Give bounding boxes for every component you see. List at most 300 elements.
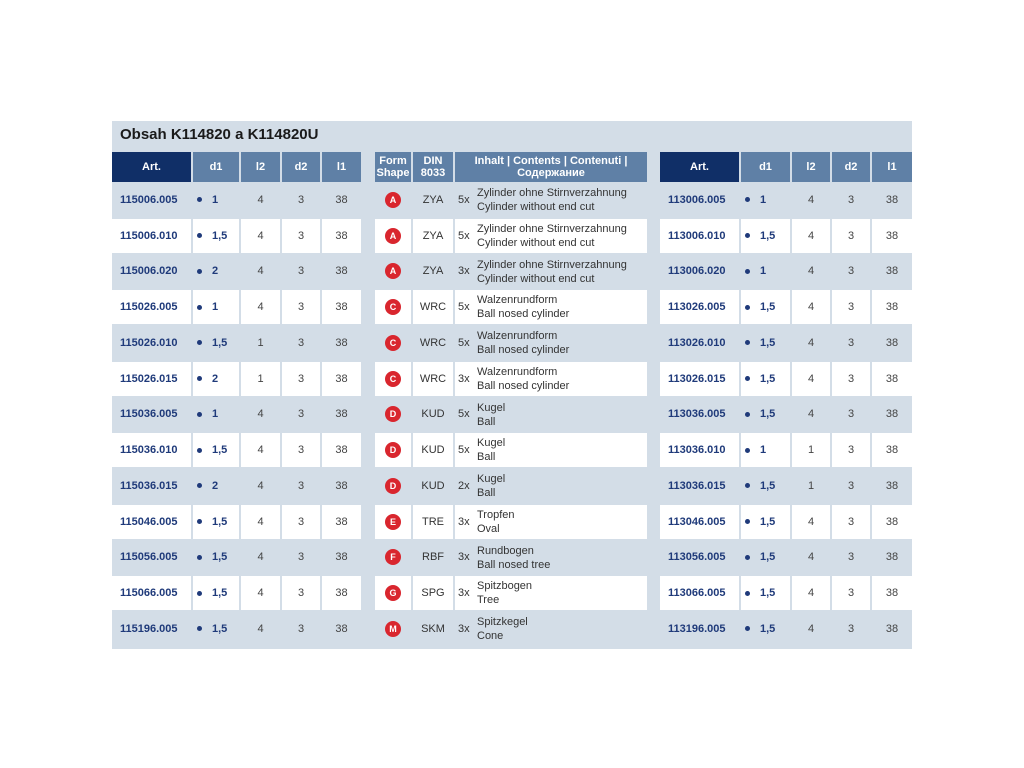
description-de: Kugel xyxy=(477,473,506,485)
header-right-rd1-label: d1 xyxy=(759,161,772,173)
form-shape xyxy=(375,576,411,610)
right-article-number-text: 113026.005 xyxy=(668,301,726,314)
d2-value-text: 3 xyxy=(297,193,305,206)
l1-value-text: 38 xyxy=(335,515,348,528)
quantity: 3x xyxy=(458,265,470,278)
l2-value xyxy=(241,219,280,253)
right-l1-value xyxy=(872,576,912,610)
bullet-icon xyxy=(197,376,202,381)
d1-value-text: 1,5 xyxy=(212,515,228,528)
bullet-icon xyxy=(745,591,750,596)
din-code xyxy=(413,505,453,539)
shape-badge-icon: C xyxy=(385,299,401,315)
description xyxy=(477,293,569,321)
bullet-icon xyxy=(745,483,750,488)
right-d2-value xyxy=(832,576,870,610)
contents-cell xyxy=(455,576,647,610)
right-l2-value xyxy=(792,398,830,432)
din-code-text: SKM xyxy=(421,622,445,635)
header-d1-label: d1 xyxy=(209,161,223,173)
d1-value-text: 1,5 xyxy=(212,551,228,564)
header-right-rart xyxy=(660,152,739,182)
quantity: 2x xyxy=(458,479,470,492)
quantity: 3x xyxy=(458,587,470,600)
description-en: Ball xyxy=(477,487,496,499)
right-l1-value xyxy=(872,433,912,467)
right-l1-value xyxy=(872,362,912,396)
right-l1-value-text: 38 xyxy=(885,265,899,278)
right-l2-value xyxy=(792,219,830,253)
right-l2-value xyxy=(792,612,830,646)
d2-value-text: 3 xyxy=(297,229,305,242)
right-d1-value xyxy=(741,362,790,396)
right-d2-value-text: 3 xyxy=(847,193,855,206)
bullet-icon xyxy=(745,412,750,417)
header-right-rd2 xyxy=(832,152,870,182)
l1-value xyxy=(322,433,361,467)
din-code-text: ZYA xyxy=(422,265,444,278)
l2-value xyxy=(241,612,280,646)
l1-value xyxy=(322,541,361,575)
article-number xyxy=(112,183,191,217)
right-d2-value-text: 3 xyxy=(847,265,855,278)
right-d2-value-text: 3 xyxy=(847,515,855,528)
right-d2-value xyxy=(832,290,870,324)
bullet-icon xyxy=(197,555,202,560)
description xyxy=(477,615,528,643)
right-d2-value-text: 3 xyxy=(847,479,855,492)
header-contents-line2: Содержание xyxy=(517,167,585,179)
bullet-icon xyxy=(197,519,202,524)
right-d2-value xyxy=(832,612,870,646)
right-d2-value xyxy=(832,398,870,432)
right-l2-value xyxy=(792,541,830,575)
description-en: Ball nosed cylinder xyxy=(477,344,570,356)
header-din xyxy=(413,152,453,182)
l1-value-text: 38 xyxy=(335,229,348,242)
description-de: Walzenrundform xyxy=(477,294,558,307)
right-article-number-text: 113006.010 xyxy=(668,229,726,242)
l1-value xyxy=(322,469,361,503)
d2-value-text: 3 xyxy=(297,515,305,528)
quantity: 5x xyxy=(458,229,470,242)
right-l1-value-text: 38 xyxy=(885,229,899,242)
article-number xyxy=(112,469,191,503)
bullet-icon xyxy=(745,519,750,524)
right-article-number xyxy=(660,433,739,467)
description xyxy=(477,472,505,500)
article-number-text: 115046.005 xyxy=(120,515,178,528)
right-d1-value-text: 1,5 xyxy=(760,301,776,314)
d2-value xyxy=(282,326,320,360)
right-l1-value-text: 38 xyxy=(885,193,899,206)
bullet-icon xyxy=(197,197,202,202)
bullet-icon xyxy=(197,483,202,488)
din-code xyxy=(413,362,453,396)
header-right-rl2-label: l2 xyxy=(806,161,816,173)
right-l1-value xyxy=(872,326,912,360)
article-number xyxy=(112,219,191,253)
right-d2-value xyxy=(832,255,870,289)
bullet-icon xyxy=(745,626,750,631)
header-art xyxy=(112,152,191,182)
header-l2-label: l2 xyxy=(255,161,266,173)
right-d2-value-text: 3 xyxy=(847,301,855,314)
description-en: Ball xyxy=(477,415,496,428)
right-l2-value-text: 4 xyxy=(807,622,815,635)
l1-value xyxy=(322,505,361,539)
right-d1-value xyxy=(741,541,790,575)
l2-value xyxy=(241,541,280,575)
right-d2-value-text: 3 xyxy=(847,444,855,457)
l2-value xyxy=(241,326,280,360)
form-shape xyxy=(375,290,411,324)
right-l2-value xyxy=(792,362,830,396)
right-article-number xyxy=(660,576,739,610)
shape-badge-icon: D xyxy=(385,406,401,422)
contents-cell xyxy=(455,612,647,646)
d1-value xyxy=(193,576,239,610)
right-d2-value-text: 3 xyxy=(847,408,855,421)
right-d2-value xyxy=(832,362,870,396)
d1-value-text: 2 xyxy=(212,479,219,492)
l2-value xyxy=(241,183,280,217)
right-d2-value xyxy=(832,433,870,467)
d2-value xyxy=(282,219,320,253)
right-d2-value xyxy=(832,469,870,503)
right-d2-value xyxy=(832,183,870,217)
right-d2-value-text: 3 xyxy=(847,372,855,385)
header-right-rd1 xyxy=(741,152,790,182)
description-en: Cylinder without end cut xyxy=(477,201,595,213)
bullet-icon xyxy=(197,448,202,453)
description-de: Zylinder ohne Stirnverzahnung xyxy=(477,222,627,235)
quantity: 5x xyxy=(458,408,470,421)
quantity: 5x xyxy=(458,336,470,349)
l1-value xyxy=(322,398,361,432)
right-l1-value xyxy=(872,219,912,253)
article-number xyxy=(112,612,191,646)
contents-cell xyxy=(455,362,647,396)
right-article-number xyxy=(660,326,739,360)
description-de: Zylinder ohne Stirnverzahnung xyxy=(477,187,627,199)
shape-badge-icon: D xyxy=(385,442,401,458)
shape-badge-icon: D xyxy=(385,478,401,494)
bullet-icon xyxy=(745,448,750,453)
din-code xyxy=(413,541,453,575)
quantity: 3x xyxy=(458,372,470,385)
din-code xyxy=(413,469,453,503)
quantity: 5x xyxy=(458,301,470,314)
contents-cell xyxy=(455,398,647,432)
right-d1-value xyxy=(741,290,790,324)
article-number-text: 115196.005 xyxy=(120,622,178,635)
right-d2-value xyxy=(832,219,870,253)
header-contents-line1: Inhalt | Contents | Contenuti | xyxy=(474,155,628,167)
d1-value xyxy=(193,362,239,396)
contents-cell xyxy=(455,255,647,289)
d2-value xyxy=(282,469,320,503)
right-article-number xyxy=(660,290,739,324)
right-l1-value xyxy=(872,255,912,289)
shape-badge-icon: G xyxy=(385,585,401,601)
right-l2-value-text: 1 xyxy=(807,479,815,492)
form-shape xyxy=(375,612,411,646)
right-d1-value-text: 1,5 xyxy=(760,515,776,528)
right-l1-value xyxy=(872,612,912,646)
article-number-text: 115006.010 xyxy=(120,229,178,242)
form-shape xyxy=(375,505,411,539)
right-d1-value-text: 1,5 xyxy=(760,408,776,421)
right-l1-value-text: 38 xyxy=(885,551,899,564)
header-l2 xyxy=(241,152,280,182)
article-number xyxy=(112,505,191,539)
right-article-number-text: 113036.010 xyxy=(668,444,726,457)
d2-value-text: 3 xyxy=(297,265,305,278)
d1-value xyxy=(193,469,239,503)
right-d1-value xyxy=(741,612,790,646)
d2-value xyxy=(282,255,320,289)
din-code xyxy=(413,326,453,360)
shape-badge-icon: C xyxy=(385,371,401,387)
l1-value-text: 38 xyxy=(335,265,348,278)
right-l1-value xyxy=(872,469,912,503)
right-d1-value-text: 1 xyxy=(760,444,767,457)
description xyxy=(477,579,532,607)
right-d1-value-text: 1,5 xyxy=(760,587,776,600)
l1-value-text: 38 xyxy=(335,479,348,492)
right-d1-value xyxy=(741,255,790,289)
description-en: Ball xyxy=(477,451,496,464)
d1-value-text: 1 xyxy=(212,301,219,314)
description-de: Kugel xyxy=(477,401,506,414)
l2-value-text: 4 xyxy=(257,265,264,278)
bullet-icon xyxy=(197,269,202,274)
right-d1-value xyxy=(741,219,790,253)
description-en: Cylinder without end cut xyxy=(477,272,595,285)
right-l2-value xyxy=(792,326,830,360)
header-right-rl1-label: l1 xyxy=(887,161,897,173)
description-de: Tropfen xyxy=(477,508,515,521)
header-d1 xyxy=(193,152,239,182)
bullet-icon xyxy=(745,376,750,381)
l2-value-text: 1 xyxy=(257,336,264,349)
right-d1-value-text: 1,5 xyxy=(760,551,776,564)
header-d2-label: d2 xyxy=(294,161,308,173)
right-article-number xyxy=(660,398,739,432)
d2-value xyxy=(282,183,320,217)
l2-value xyxy=(241,469,280,503)
l1-value xyxy=(322,255,361,289)
form-shape xyxy=(375,362,411,396)
l2-value xyxy=(241,576,280,610)
din-code xyxy=(413,290,453,324)
l1-value-text: 38 xyxy=(335,408,348,421)
l1-value xyxy=(322,219,361,253)
contents-cell xyxy=(455,541,647,575)
l2-value-text: 4 xyxy=(257,193,264,206)
l1-value-text: 38 xyxy=(335,193,348,206)
l2-value xyxy=(241,255,280,289)
quantity: 3x xyxy=(458,551,470,564)
right-d1-value xyxy=(741,576,790,610)
shape-badge-icon: A xyxy=(385,192,401,208)
contents-cell xyxy=(455,433,647,467)
right-article-number-text: 113026.010 xyxy=(668,336,726,349)
right-d2-value xyxy=(832,541,870,575)
shape-badge-icon: E xyxy=(385,514,401,530)
right-l2-value-text: 4 xyxy=(807,265,815,278)
d1-value xyxy=(193,433,239,467)
right-l1-value xyxy=(872,290,912,324)
l1-value-text: 38 xyxy=(335,444,348,457)
description-de: Rundbogen xyxy=(477,544,534,557)
l2-value-text: 4 xyxy=(257,301,264,314)
right-article-number-text: 113046.005 xyxy=(668,515,726,528)
shape-badge-icon: M xyxy=(385,621,401,637)
description-en: Cylinder without end cut xyxy=(477,236,595,249)
description-de: Walzenrundform xyxy=(477,365,558,378)
right-d1-value-text: 1,5 xyxy=(760,622,776,635)
header-right-rl2 xyxy=(792,152,830,182)
header-l1-label: l1 xyxy=(336,161,347,173)
right-l1-value xyxy=(872,183,912,217)
d1-value xyxy=(193,219,239,253)
d2-value xyxy=(282,398,320,432)
article-number-text: 115026.010 xyxy=(120,336,178,349)
right-article-number xyxy=(660,612,739,646)
d2-value xyxy=(282,541,320,575)
right-article-number-text: 113196.005 xyxy=(668,622,726,635)
l1-value xyxy=(322,183,361,217)
header-right-rart-label: Art. xyxy=(690,161,709,173)
l1-value xyxy=(322,576,361,610)
din-code xyxy=(413,433,453,467)
article-number xyxy=(112,398,191,432)
header-form-shape-line1: Form xyxy=(379,155,407,167)
description xyxy=(477,222,627,250)
d1-value-text: 1 xyxy=(212,408,219,421)
right-article-number xyxy=(660,541,739,575)
d1-value-text: 1,5 xyxy=(212,622,228,635)
header-contents xyxy=(455,152,647,182)
l2-value-text: 4 xyxy=(257,229,264,242)
din-code xyxy=(413,219,453,253)
right-l1-value-text: 38 xyxy=(885,372,899,385)
d1-value xyxy=(193,505,239,539)
right-l2-value-text: 4 xyxy=(807,229,815,242)
din-code-text: KUD xyxy=(421,479,445,492)
l2-value-text: 1 xyxy=(257,372,264,385)
right-l1-value-text: 38 xyxy=(885,301,899,314)
din-code xyxy=(413,255,453,289)
din-code-text: WRC xyxy=(419,372,447,385)
description xyxy=(477,186,627,214)
l2-value-text: 4 xyxy=(257,515,264,528)
l2-value-text: 4 xyxy=(257,551,264,564)
din-code-text: KUD xyxy=(421,444,445,457)
right-l2-value xyxy=(792,469,830,503)
header-right-rd2-label: d2 xyxy=(844,161,858,173)
header-l1 xyxy=(322,152,361,182)
d2-value-text: 3 xyxy=(297,408,305,421)
description xyxy=(477,508,515,536)
l2-value-text: 4 xyxy=(257,408,264,421)
page-title: Obsah K114820 a K114820U xyxy=(120,126,319,143)
l2-value xyxy=(241,433,280,467)
contents-cell xyxy=(455,326,647,360)
right-article-number xyxy=(660,255,739,289)
description-de: Walzenrundform xyxy=(477,330,558,342)
article-number xyxy=(112,255,191,289)
right-l2-value-text: 4 xyxy=(807,372,815,385)
description-de: Spitzbogen xyxy=(477,580,533,593)
d1-value-text: 2 xyxy=(212,372,219,385)
bullet-icon xyxy=(197,340,202,345)
right-d2-value xyxy=(832,505,870,539)
din-code-text: ZYA xyxy=(422,229,444,242)
right-l2-value-text: 4 xyxy=(807,193,815,206)
right-d1-value xyxy=(741,505,790,539)
form-shape xyxy=(375,433,411,467)
din-code xyxy=(413,398,453,432)
form-shape xyxy=(375,469,411,503)
right-article-number-text: 113026.015 xyxy=(668,372,726,385)
l1-value-text: 38 xyxy=(335,301,348,314)
din-code-text: ZYA xyxy=(422,193,444,206)
right-d1-value-text: 1,5 xyxy=(760,479,776,492)
contents-cell xyxy=(455,505,647,539)
right-article-number xyxy=(660,362,739,396)
quantity: 5x xyxy=(458,444,470,457)
right-l2-value-text: 4 xyxy=(807,551,815,564)
l1-value xyxy=(322,362,361,396)
right-l1-value-text: 38 xyxy=(885,515,899,528)
bullet-icon xyxy=(745,305,750,310)
shape-badge-icon: A xyxy=(385,263,401,279)
header-din-line1: DIN xyxy=(423,155,443,167)
description xyxy=(477,258,627,286)
l2-value xyxy=(241,290,280,324)
right-d1-value-text: 1 xyxy=(760,193,767,206)
description xyxy=(477,436,505,464)
description-en: Cone xyxy=(477,630,504,642)
article-number-text: 115036.010 xyxy=(120,444,178,457)
l1-value-text: 38 xyxy=(335,372,348,385)
right-l2-value xyxy=(792,576,830,610)
right-l2-value-text: 1 xyxy=(807,444,815,457)
description xyxy=(477,365,569,393)
description-en: Ball nosed cylinder xyxy=(477,379,570,392)
din-code-text: WRC xyxy=(419,301,447,314)
right-l1-value xyxy=(872,541,912,575)
right-d1-value xyxy=(741,398,790,432)
description-en: Oval xyxy=(477,522,500,535)
right-l1-value-text: 38 xyxy=(885,336,899,349)
right-l2-value xyxy=(792,433,830,467)
l2-value-text: 4 xyxy=(257,587,264,600)
right-article-number xyxy=(660,505,739,539)
d2-value xyxy=(282,362,320,396)
bullet-icon xyxy=(745,555,750,560)
right-article-number-text: 113036.015 xyxy=(668,479,726,492)
l1-value-text: 38 xyxy=(335,336,348,349)
header-form-shape-line2: Shape xyxy=(376,167,410,179)
description-de: Spitzkegel xyxy=(477,616,528,628)
bullet-icon xyxy=(197,626,202,631)
d1-value xyxy=(193,290,239,324)
description-en: Ball nosed tree xyxy=(477,558,551,571)
